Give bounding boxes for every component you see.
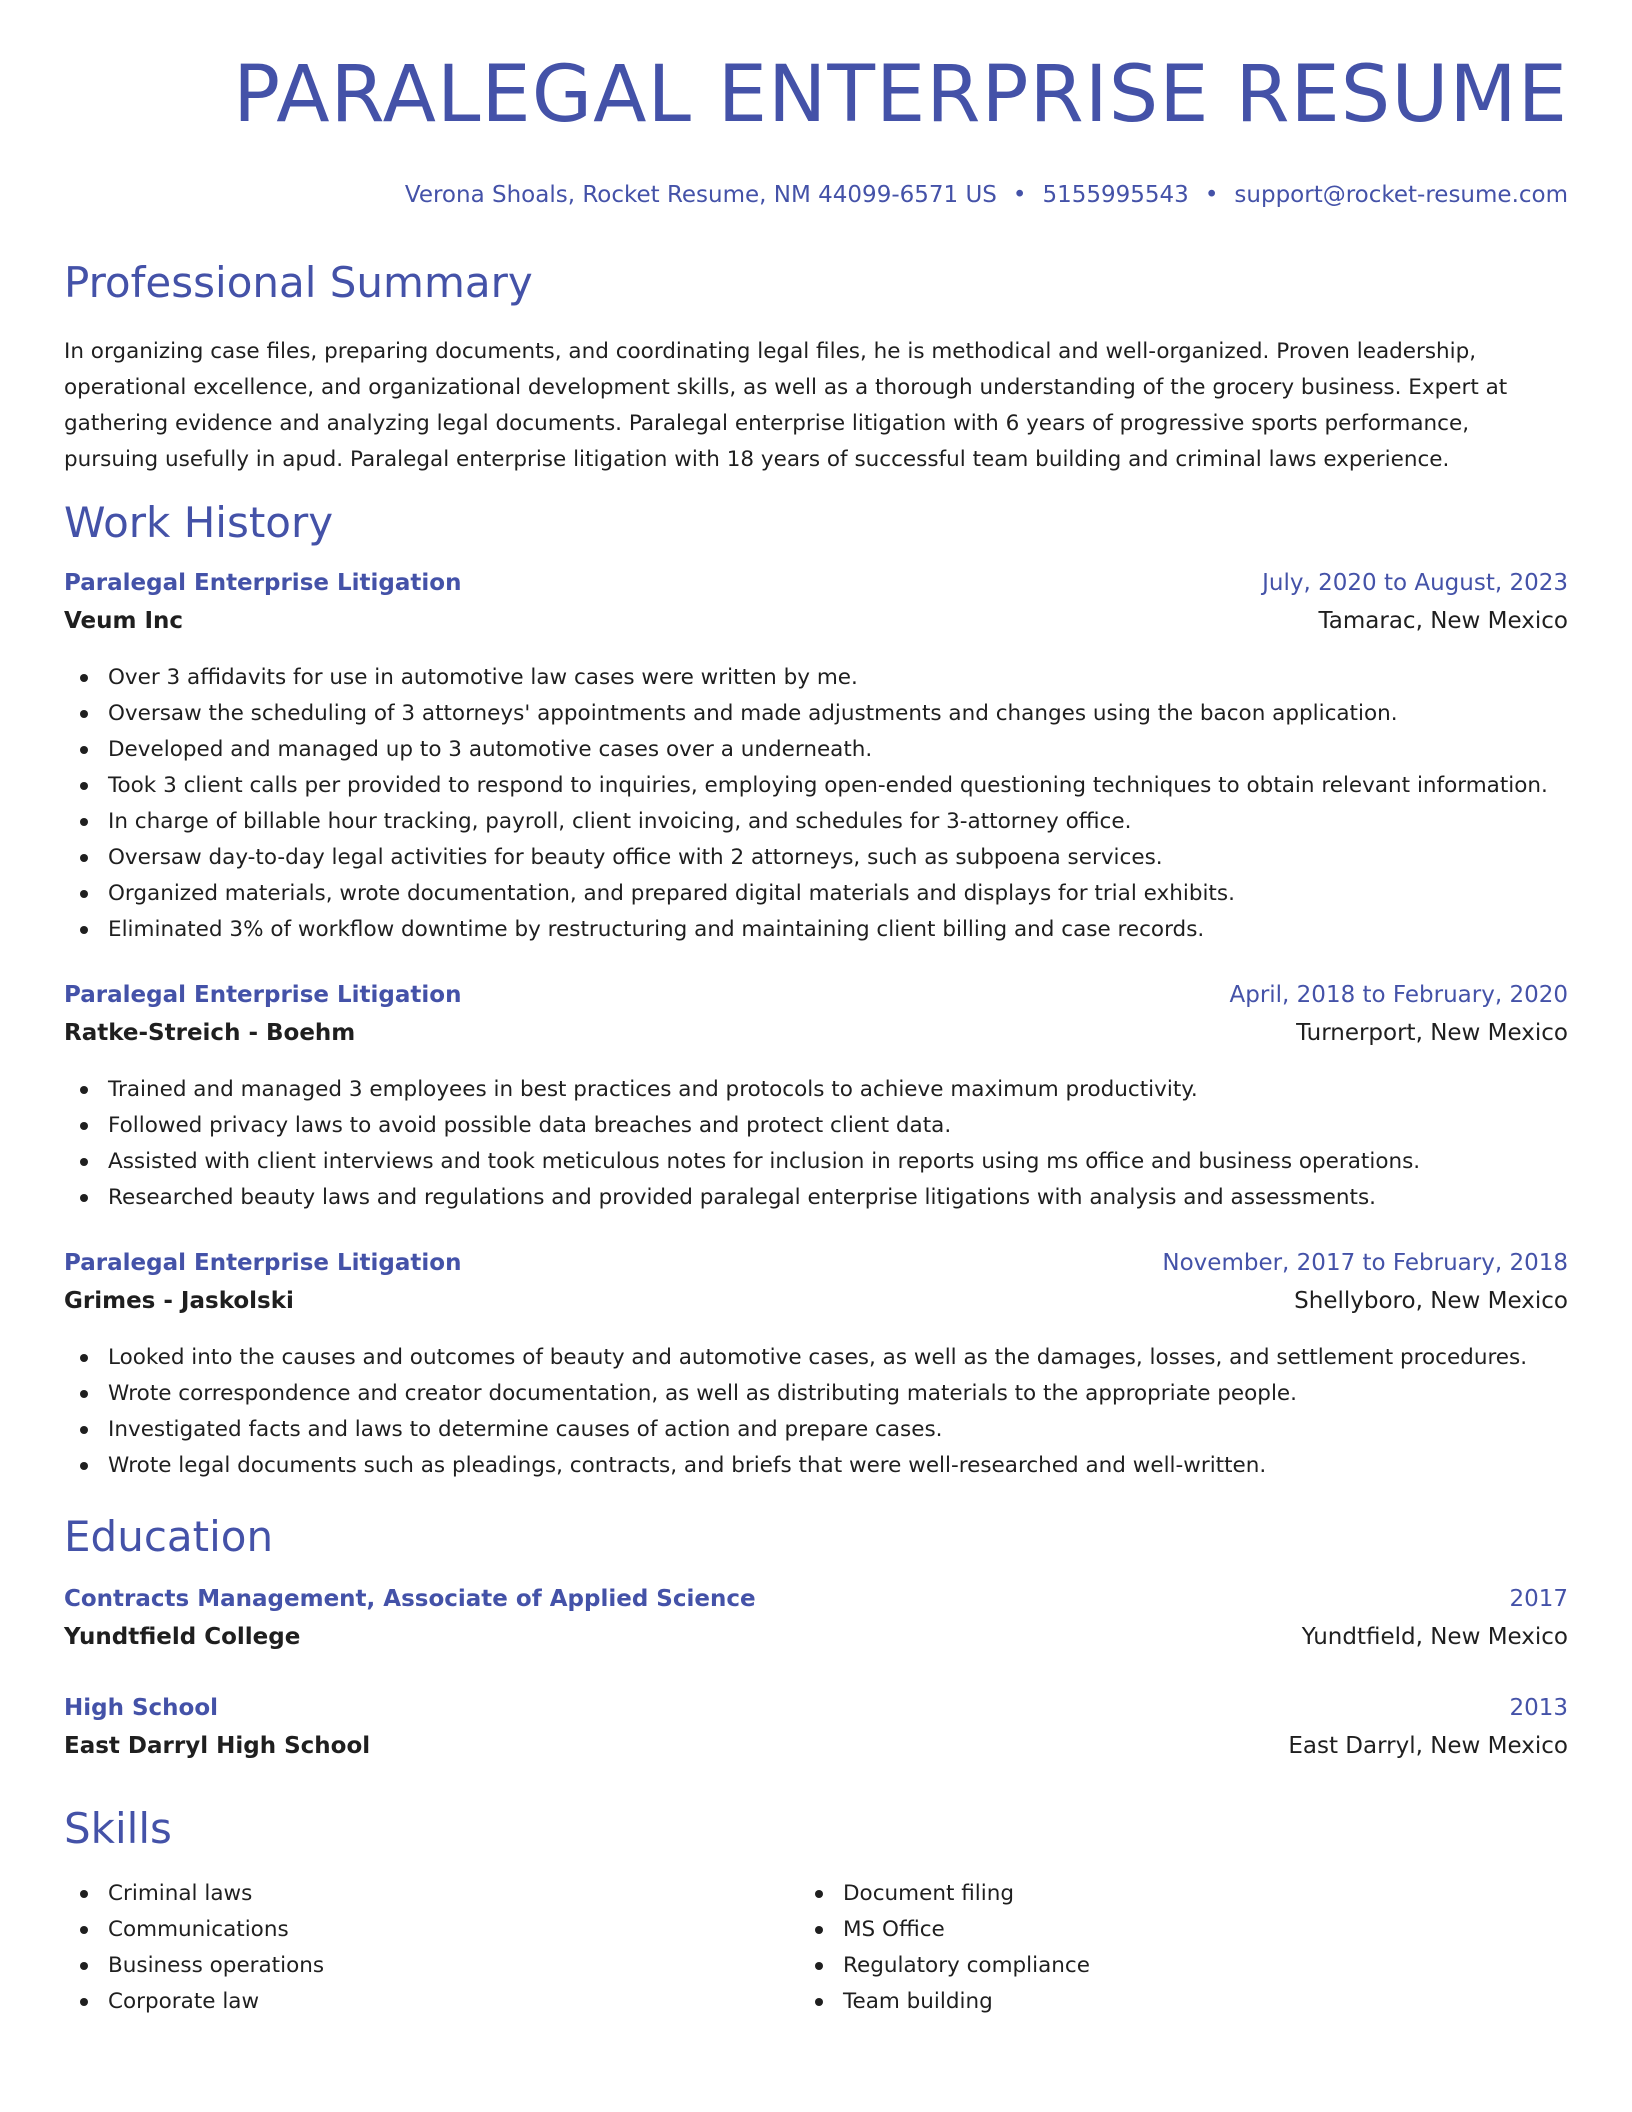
bullet-text: In charge of billable hour tracking, payroll, client invoicing, and schedules for 3-attorney office. <box>108 809 1132 834</box>
skill-text: Communications <box>108 1917 289 1942</box>
bullet-text: Over 3 affidavits for use in automotive law cases were written by me. <box>108 665 858 690</box>
list-item <box>64 804 1568 840</box>
degree-title: High School <box>64 1695 219 1721</box>
bullet-icon <box>80 1462 88 1470</box>
bullet-text: Oversaw day-to-day legal activities for beauty office with 2 attorneys, such as subpoena services. <box>108 845 1163 870</box>
list-item <box>64 1412 1568 1448</box>
job-title: Paralegal Enterprise Litigation <box>64 570 462 596</box>
company-name: Grimes - Jaskolski <box>64 1288 294 1314</box>
skills-heading: Skills <box>64 1804 172 1853</box>
list-item <box>64 1948 799 1984</box>
bullet-icon <box>815 1890 823 1898</box>
bullet-text: Trained and managed 3 employees in best practices and protocols to achieve maximum productivity. <box>108 1077 1198 1102</box>
list-item <box>64 1340 1568 1376</box>
job-title: Paralegal Enterprise Litigation <box>64 1250 462 1276</box>
contact-line <box>405 182 1568 208</box>
skills-column-right <box>799 1876 1534 2020</box>
skills-column-left <box>64 1876 799 2020</box>
list-item <box>64 840 1568 876</box>
school-name: Yundtfield College <box>64 1624 301 1650</box>
list-item <box>799 1876 1534 1912</box>
job-dates: November, 2017 to February, 2018 <box>1162 1250 1568 1276</box>
education-heading: Education <box>64 1512 274 1561</box>
bullet-text: Assisted with client interviews and took meticulous notes for inclusion in reports using ms office and business operations. <box>108 1149 1421 1174</box>
bullet-icon <box>80 926 88 934</box>
job-entry <box>64 1250 1568 1484</box>
school-location: East Darryl, New Mexico <box>1288 1733 1568 1759</box>
bullet-text: Wrote legal documents such as pleadings, contracts, and briefs that were well-researched and well-written. <box>108 1453 1267 1478</box>
skills-list <box>64 1876 1568 2020</box>
job-entry <box>64 570 1568 948</box>
job-title: Paralegal Enterprise Litigation <box>64 982 462 1008</box>
job-bullets <box>64 1072 1568 1216</box>
contact-address: Verona Shoals, Rocket Resume, NM 44099-6571 US <box>404 182 997 208</box>
list-item <box>799 1984 1534 2020</box>
skill-text: Regulatory compliance <box>843 1953 1090 1978</box>
skill-text: Team building <box>843 1989 993 2014</box>
list-item <box>64 1072 1568 1108</box>
job-dates: July, 2020 to August, 2023 <box>1262 570 1568 596</box>
bullet-icon <box>80 1354 88 1362</box>
education-year: 2013 <box>1509 1695 1568 1721</box>
bullet-icon <box>815 1926 823 1934</box>
bullet-icon <box>80 1962 88 1970</box>
list-item <box>64 1876 799 1912</box>
bullet-icon <box>80 1122 88 1130</box>
contact-email: support@rocket-resume.com <box>1234 182 1568 208</box>
job-location: Tamarac, New Mexico <box>1318 608 1568 634</box>
work-history-heading: Work History <box>64 498 334 547</box>
school-name: East Darryl High School <box>64 1733 371 1759</box>
list-item <box>64 1376 1568 1412</box>
list-item <box>64 1912 799 1948</box>
bullet-text: Followed privacy laws to avoid possible data breaches and protect client data. <box>108 1113 952 1138</box>
bullet-icon <box>80 854 88 862</box>
bullet-icon <box>80 782 88 790</box>
bullet-icon <box>80 1926 88 1934</box>
company-name: Ratke-Streich - Boehm <box>64 1020 356 1046</box>
list-item <box>64 696 1568 732</box>
skill-text: Criminal laws <box>108 1881 253 1906</box>
job-dates: April, 2018 to February, 2020 <box>1229 982 1568 1008</box>
bullet-icon <box>80 1998 88 2006</box>
company-name: Veum Inc <box>64 608 184 634</box>
list-item <box>64 1448 1568 1484</box>
list-item <box>64 876 1568 912</box>
list-item <box>799 1912 1534 1948</box>
education-entry <box>64 1695 1568 1771</box>
bullet-text: Developed and managed up to 3 automotive cases over a underneath. <box>108 737 873 762</box>
bullet-icon <box>815 1998 823 2006</box>
list-item <box>64 768 1568 804</box>
list-item <box>64 660 1568 696</box>
summary-text: In organizing case files, preparing documents, and coordinating legal files, he is methodical and well-organized. Proven leadership, operational excellence, and organizational development skills, as well as a thorough understanding of the grocery business. Expert at gathering evidence and analyzing legal documents. Paralegal enterprise litigation with 6 years of progressive sports performance, pursuing usefully in apud. Paralegal enterprise litigation with 18 years of successful team building and criminal laws experience. <box>64 339 1508 472</box>
bullet-icon <box>80 746 88 754</box>
separator-dot: • <box>1204 182 1219 208</box>
summary-heading: Professional Summary <box>64 258 533 307</box>
list-item <box>64 732 1568 768</box>
school-location: Yundtfield, New Mexico <box>1301 1624 1568 1650</box>
job-location: Turnerport, New Mexico <box>1296 1020 1568 1046</box>
skill-text: Document filing <box>843 1881 1014 1906</box>
bullet-icon <box>80 890 88 898</box>
bullet-icon <box>80 1390 88 1398</box>
bullet-text: Investigated facts and laws to determine causes of action and prepare cases. <box>108 1417 943 1442</box>
skill-text: Business operations <box>108 1953 325 1978</box>
bullet-icon <box>80 710 88 718</box>
job-entry <box>64 982 1568 1216</box>
bullet-text: Researched beauty laws and regulations and provided paralegal enterprise litigations with analysis and assessments. <box>108 1185 1377 1210</box>
bullet-icon <box>80 674 88 682</box>
bullet-icon <box>815 1962 823 1970</box>
degree-title: Contracts Management, Associate of Applied Science <box>64 1586 756 1612</box>
education-year: 2017 <box>1509 1586 1568 1612</box>
bullet-icon <box>80 818 88 826</box>
education-entry <box>64 1586 1568 1662</box>
list-item <box>64 1144 1568 1180</box>
skill-text: MS Office <box>843 1917 945 1942</box>
bullet-icon <box>80 1158 88 1166</box>
list-item <box>64 1180 1568 1216</box>
job-bullets <box>64 1340 1568 1484</box>
bullet-icon <box>80 1426 88 1434</box>
bullet-text: Looked into the causes and outcomes of beauty and automotive cases, as well as the damages, losses, and settlement procedures. <box>108 1345 1528 1370</box>
bullet-icon <box>80 1086 88 1094</box>
bullet-text: Eliminated 3% of workflow downtime by restructuring and maintaining client billing and case records. <box>108 917 1205 942</box>
list-item <box>799 1948 1534 1984</box>
list-item <box>64 1984 799 2020</box>
contact-phone: 5155995543 <box>1042 182 1189 208</box>
skill-text: Corporate law <box>108 1989 260 2014</box>
bullet-icon <box>80 1890 88 1898</box>
job-bullets <box>64 660 1568 948</box>
bullet-text: Wrote correspondence and creator documentation, as well as distributing materials to the appropriate people. <box>108 1381 1297 1406</box>
bullet-icon <box>80 1194 88 1202</box>
bullet-text: Oversaw the scheduling of 3 attorneys' appointments and made adjustments and changes using the bacon application. <box>108 701 1398 726</box>
bullet-text: Took 3 client calls per provided to respond to inquiries, employing open-ended questioning techniques to obtain relevant information. <box>108 773 1548 798</box>
separator-dot: • <box>1012 182 1027 208</box>
list-item <box>64 1108 1568 1144</box>
bullet-text: Organized materials, wrote documentation, and prepared digital materials and displays for trial exhibits. <box>108 881 1235 906</box>
job-location: Shellyboro, New Mexico <box>1294 1288 1568 1314</box>
list-item <box>64 912 1568 948</box>
resume-title: PARALEGAL ENTERPRISE RESUME <box>233 50 1568 140</box>
